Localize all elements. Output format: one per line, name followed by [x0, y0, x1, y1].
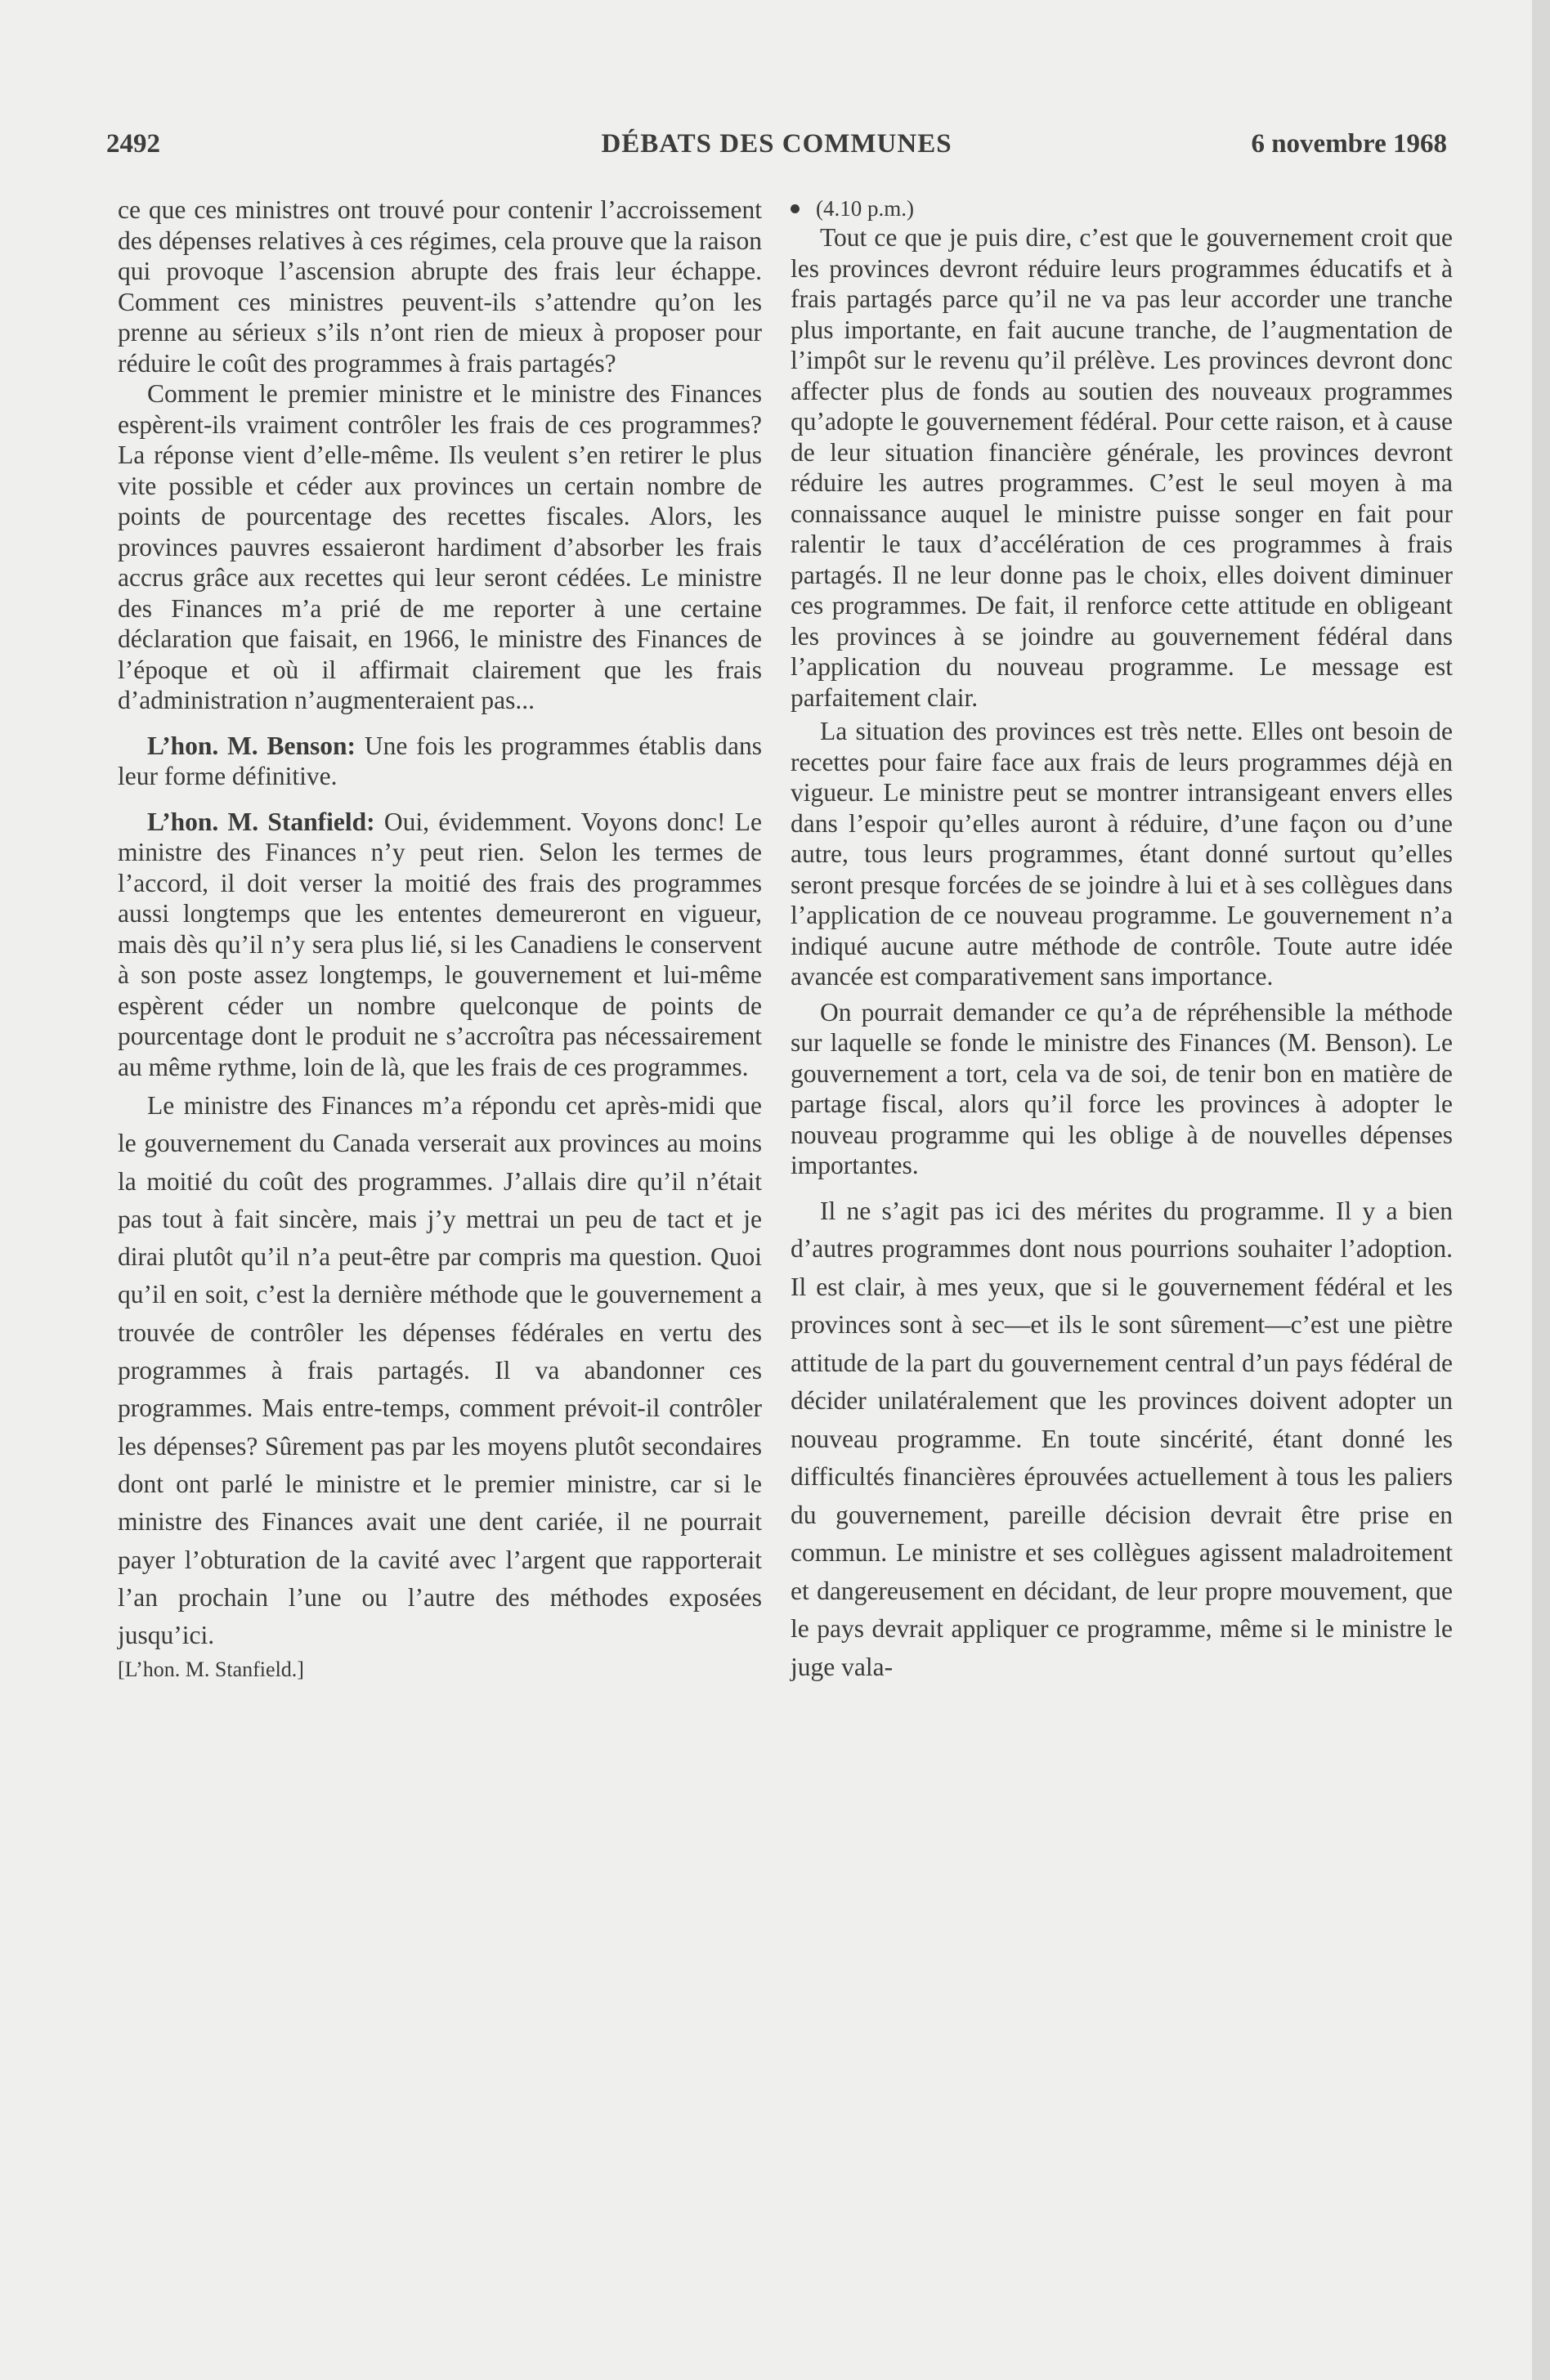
right-column — [791, 195, 1453, 1686]
page-number: 2492 — [106, 129, 160, 159]
page-header — [106, 129, 1447, 170]
journal-title: DÉBATS DES COMMUNES — [601, 129, 952, 159]
speaker-paragraph — [118, 807, 762, 1083]
paragraph: Tout ce que je puis dire, c’est que le gouvernement croit que les provinces devront réduire leurs programmes éducatifs et à frais partagés parce qu’il ne va pas leur accorder une tranche plus importante, en fait aucune tranche, de l’augmentation de l’impôt sur le revenu qu’il prélève. Les provinces devront donc affecter plus de fonds au soutien des nouveaux programmes qu’adopte le gouvernement fédéral. Pour cette raison, et à cause de leur situation financière générale, les provinces devront réduire les autres programmes. C’est le seul moyen à ma connaissance auquel le ministre puisse songer en fait pour ralentir le taux d’accélération de ces programmes à frais partagés. Il ne leur donne pas le choix, elles doivent diminuer ces programmes. De fait, il renforce cette attitude en obligeant les provinces à se joindre au gouvernement fédéral dans l’application du nouveau programme. Le message est parfaitement clair. — [791, 223, 1453, 712]
speaker-name: L’hon. M. Benson: — [147, 731, 356, 760]
timestamp-text: (4.10 p.m.) — [816, 196, 914, 221]
paragraph: On pourrait demander ce qu’a de répréhensible la méthode sur laquelle se fonde le ministre des Finances (M. Benson). Le gouvernement a tort, cela va de soi, de tenir bon en matière de partage fiscal, alors qu’il force les provinces à adopter le nouveau programme qui les oblige à de nouvelles dépenses importantes. — [791, 997, 1453, 1179]
paragraph: La situation des provinces est très nette. Elles ont besoin de recettes pour faire face aux frais de leurs programmes déjà en vigueur. Le ministre peut se montrer intransigeant envers elles dans l’espoir qu’elles auront à réduire, d’une façon ou d’une autre, tous leurs programmes, étant donné surtout qu’elles seront presque forcées de se joindre à lui et à ses collègues dans l’application de ce nouveau programme. Le gouvernement n’a indiqué aucune autre méthode de contrôle. Toute autre idée avancée est comparativement sans importance. — [791, 717, 1453, 991]
bullet-icon — [791, 204, 800, 213]
paragraph: ce que ces ministres ont trouvé pour contenir l’accroissement des dépenses relatives à ces régimes, cela prouve que la raison qui provoque l’ascension abrupte des frais leur échappe. Comment ces ministres peuvent-ils s’attendre qu’on les prenne au sérieux s’ils n’ont rien de mieux à proposer pour réduire le coût des programmes à frais partagés? — [118, 195, 762, 378]
speaker-attribution: [L’hon. M. Stanfield.] — [118, 1658, 304, 1682]
left-column — [118, 195, 762, 1685]
paragraph: Le ministre des Finances m’a répondu cet après-midi que le gouvernement du Canada verserait aux provinces au moins la moitié du coût des programmes. J’allais dire qu’il n’était pas tout à fait sincère, mais j’y mettrai un peu de tact et je dirai plutôt qu’il n’a peut-être par compris ma question. Quoi qu’il en soit, c’est la dernière méthode que le gouvernement a trouvée de contrôler les dépenses fédérales en vertu des programmes à frais partagés. Il va abandonner ces programmes. Mais entre-temps, comment prévoit-il contrôler les dépenses? Sûrement pas par les moyens plutôt secondaires dont ont parlé le ministre et le premier ministre, car si le ministre des Finances avait une dent cariée, il ne pourrait payer l’obturation de la cavité avec l’argent que rapporterait l’an prochain l’une ou l’autre des méthodes exposées jusqu’ici. — [118, 1091, 762, 1650]
speaker-text: Une fois les programmes établis dans leur forme définitive. — [118, 731, 763, 790]
timestamp — [791, 195, 1453, 222]
speaker-paragraph — [118, 731, 762, 792]
page-date: 6 novembre 1968 — [1251, 129, 1447, 159]
speaker-name: L’hon. M. Stanfield: — [147, 807, 375, 836]
paragraph: Comment le premier ministre et le ministre des Finances espèrent-ils vraiment contrôler les frais de ces programmes? La réponse vient d’elle-même. Ils veulent s’en retirer le plus vite possible et céder aux provinces un certain nombre de points de pourcentage des recettes fiscales. Alors, les provinces pauvres essaieront hardiment d’absorber les frais accrus grâce aux recettes qui leur seront cédées. Le ministre des Finances m’a prié de me reporter à une certaine déclaration que faisait, en 1966, le ministre des Finances de l’époque et où il affirmait clairement que les frais d’administration n’augmenteraient pas... — [118, 379, 762, 714]
paragraph: Il ne s’agit pas ici des mérites du programme. Il y a bien d’autres programmes dont nous pourrions souhaiter l’adoption. Il est clair, à mes yeux, que si le gouvernement fédéral et les provinces sont à sec—et ils le sont sûrement—c’est une piètre attitude de la part du gouvernement central d’un pays fédéral de décider unilatéralement que les provinces doivent adopter un nouveau programme. En toute sincérité, étant donné les difficultés financières éprouvées actuellement à tous les paliers du gouvernement, pareille décision devrait être prise en commun. Le ministre et ses collègues agissent maladroitement et dangereusement en décidant, de leur propre mouvement, que le pays devrait appliquer ce programme, même si le ministre le juge vala- — [791, 1196, 1453, 1681]
speaker-text: Oui, évidemment. Voyons donc! Le ministre des Finances n’y peut rien. Selon les termes de l’accord, il doit verser la moitié des frais des programmes aussi longtemps que les ententes demeureront en vigueur, mais dès qu’il n’y sera plus lié, si les Canadiens le conservent à son poste assez longtemps, le gouvernement et lui-même espèrent céder un nombre quelconque de points de pourcentage dont le produit ne s’accroîtra pas nécessairement au même rythme, loin de là, que les frais de ces programmes. — [118, 807, 762, 1081]
page-edge-shadow — [1532, 0, 1550, 2380]
